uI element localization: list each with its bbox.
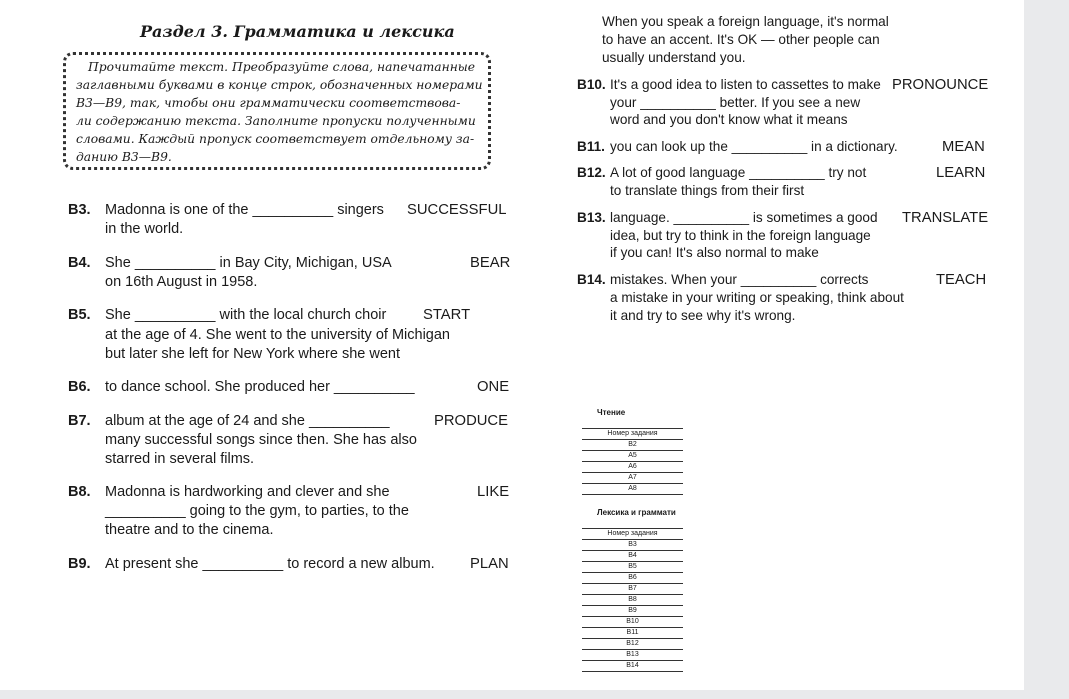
table-row: B14 xyxy=(582,661,683,672)
table-title: Лексика и граммати xyxy=(597,508,676,517)
table-row: A8 xyxy=(582,484,683,495)
item-keyword: ONE xyxy=(477,379,510,395)
table-row: B11 xyxy=(582,628,683,639)
item-label: B3. xyxy=(68,202,91,218)
table-header: Номер задания xyxy=(582,429,683,440)
item-keyword: PRONOUNCE xyxy=(892,77,989,93)
intro-text: usually understand you. xyxy=(602,50,746,65)
instruction-line: словами. Каждый пропуск соответствует отдельному за- xyxy=(76,132,475,146)
intro-text: to have an accent. It's OK — other people can xyxy=(602,32,880,47)
item-text: mistakes. When your __________ corrects xyxy=(610,272,869,287)
item-text: album at the age of 24 and she __________ xyxy=(105,413,390,429)
section-title: Раздел 3. Грамматика и лексика xyxy=(140,22,455,41)
item-text: but later she left for New York where she went xyxy=(105,346,400,362)
item-label: B13. xyxy=(577,210,606,225)
table-header: Номер задания xyxy=(582,529,683,540)
table-row: B13 xyxy=(582,650,683,661)
item-keyword: START xyxy=(423,307,471,323)
instruction-line: Прочитайте текст. Преобразуйте слова, напечатанные xyxy=(88,60,476,74)
instruction-line: заглавными буквами в конце строк, обозначенных номерами xyxy=(76,78,483,92)
item-label: B12. xyxy=(577,165,606,180)
item-text: She __________ in Bay City, Michigan, USA xyxy=(105,255,392,271)
item-text: starred in several films. xyxy=(105,451,255,467)
item-label: B7. xyxy=(68,413,91,429)
item-keyword: PRODUCE xyxy=(434,413,508,429)
item-label: B6. xyxy=(68,379,91,395)
intro-text: When you speak a foreign language, it's normal xyxy=(602,14,889,29)
item-text: A lot of good language __________ try not xyxy=(610,165,867,180)
item-text: a mistake in your writing or speaking, think about xyxy=(610,290,904,305)
item-text: to translate things from their first xyxy=(610,183,805,198)
item-keyword: BEAR xyxy=(470,255,511,271)
item-text: it and try to see why it's wrong. xyxy=(610,308,796,323)
answer-table-reading xyxy=(582,428,683,498)
item-text: language. __________ is sometimes a good xyxy=(610,210,878,225)
instruction-line: ли содержанию текста. Заполните пропуски полученными xyxy=(76,114,476,128)
table-row: A6 xyxy=(582,462,683,473)
item-keyword: SUCCESSFUL xyxy=(407,202,507,218)
item-label: B14. xyxy=(577,272,606,287)
table-row: B3 xyxy=(582,540,683,551)
answer-table-grammar xyxy=(582,528,683,679)
item-keyword: LEARN xyxy=(936,165,986,181)
table-row: B10 xyxy=(582,617,683,628)
table-row: B4 xyxy=(582,551,683,562)
item-label: B8. xyxy=(68,484,91,500)
item-keyword: LIKE xyxy=(477,484,510,500)
item-text: your __________ better. If you see a new xyxy=(610,95,861,110)
item-label: B4. xyxy=(68,255,91,271)
item-text: Madonna is one of the __________ singers xyxy=(105,202,384,218)
item-keyword: TRANSLATE xyxy=(902,210,989,226)
item-text: to dance school. She produced her __________ xyxy=(105,379,415,395)
instruction-line: данию B3—B9. xyxy=(76,150,172,164)
item-text: you can look up the __________ in a dictionary. xyxy=(610,139,898,154)
item-text: It's a good idea to listen to cassettes to make xyxy=(610,77,881,92)
item-label: B10. xyxy=(577,77,606,92)
item-keyword: TEACH xyxy=(936,272,987,288)
item-text: in the world. xyxy=(105,221,184,237)
item-keyword: PLAN xyxy=(470,556,509,572)
item-text: At present she __________ to record a new album. xyxy=(105,556,435,572)
item-text: at the age of 4. She went to the university of Michigan xyxy=(105,327,450,343)
table-row: B7 xyxy=(582,584,683,595)
table-row: B5 xyxy=(582,562,683,573)
table-title: Чтение xyxy=(597,408,626,417)
table-row: B9 xyxy=(582,606,683,617)
table-row: B12 xyxy=(582,639,683,650)
table-row: A7 xyxy=(582,473,683,484)
item-text: if you can! It's also normal to make xyxy=(610,245,819,260)
table-row: B2 xyxy=(582,440,683,451)
item-text: idea, but try to think in the foreign language xyxy=(610,228,871,243)
item-text: theatre and to the cinema. xyxy=(105,522,274,538)
item-text: Madonna is hardworking and clever and she xyxy=(105,484,390,500)
item-text: on 16th August in 1958. xyxy=(105,274,258,290)
item-text: She __________ with the local church choir xyxy=(105,307,387,323)
table-row: B8 xyxy=(582,595,683,606)
item-label: B5. xyxy=(68,307,91,323)
table-row: B6 xyxy=(582,573,683,584)
item-text: word and you don't know what it means xyxy=(610,112,848,127)
table-row: A5 xyxy=(582,451,683,462)
instruction-line: B3—B9, так, чтобы они грамматически соответствова- xyxy=(76,96,461,110)
item-text: __________ going to the gym, to parties, to the xyxy=(105,503,409,519)
item-text: many successful songs since then. She has also xyxy=(105,432,417,448)
item-label: B11. xyxy=(577,139,605,154)
item-label: B9. xyxy=(68,556,91,572)
item-keyword: MEAN xyxy=(942,139,985,155)
